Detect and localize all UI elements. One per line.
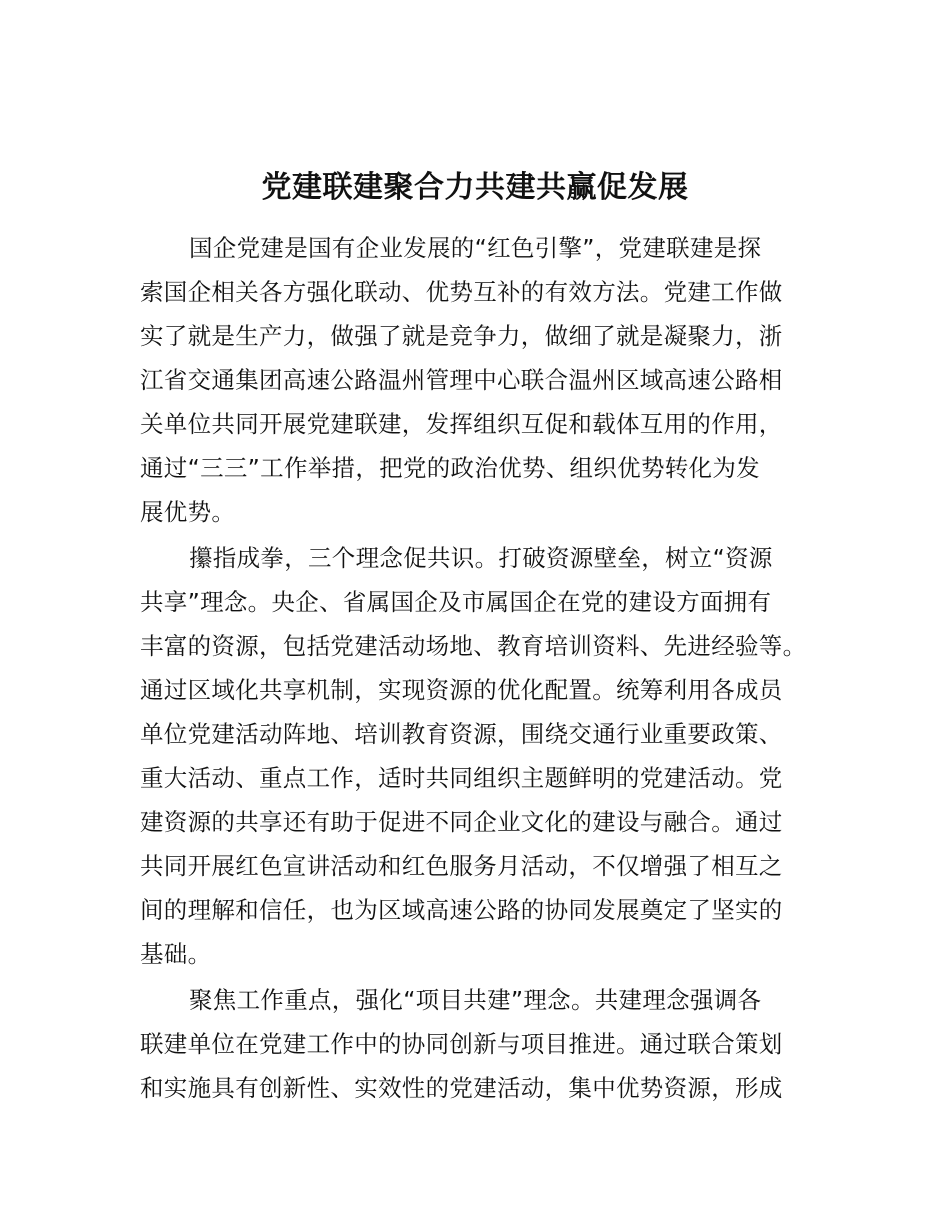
paragraph-line: 关单位共同开展党建联建，发挥组织互促和载体互用的作用，: [140, 410, 783, 438]
paragraph-line: 展优势。: [140, 498, 236, 526]
paragraph-line: 聚焦工作重点，强化“项目共建”理念。共建理念强调各: [189, 986, 762, 1014]
paragraph-line: 通过“三三”工作举措，把党的政治优势、组织优势转化为发: [140, 454, 760, 482]
paragraph-line: 建资源的共享还有助于促进不同企业文化的建设与融合。通过: [140, 808, 783, 836]
paragraph-line: 共同开展红色宣讲活动和红色服务月活动，不仅增强了相互之: [140, 852, 783, 880]
paragraph-line: 国企党建是国有企业发展的“红色引擎”，党建联建是探: [189, 234, 762, 262]
paragraph-line: 江省交通集团高速公路温州管理中心联合温州区域高速公路相: [140, 366, 783, 394]
paragraph-line: 共享”理念。央企、省属国企及市属国企在党的建设方面拥有: [140, 588, 772, 616]
paragraph-line: 联建单位在党建工作中的协同创新与项目推进。通过联合策划: [140, 1030, 783, 1058]
paragraph-line: 基础。: [140, 940, 212, 968]
paragraph-3: [140, 978, 820, 1110]
paragraph-line: 实了就是生产力，做强了就是竞争力，做细了就是凝聚力，浙: [140, 322, 783, 350]
paragraph-line: 和实施具有创新性、实效性的党建活动，集中优势资源，形成: [140, 1074, 783, 1102]
paragraph-line: 索国企相关各方强化联动、优势互补的有效方法。党建工作做: [140, 278, 783, 306]
paragraph-line: 单位党建活动阵地、培训教育资源，围绕交通行业重要政策、: [140, 720, 783, 748]
paragraph-line: 丰富的资源，包括党建活动场地、教育培训资料、先进经验等。: [140, 632, 807, 660]
paragraph-line: 间的理解和信任，也为区域高速公路的协同发展奠定了坚实的: [140, 896, 783, 924]
document-title: 党建联建聚合力共建共赢促发展: [261, 170, 689, 205]
paragraph-line: 重大活动、重点工作，适时共同组织主题鲜明的党建活动。党: [140, 764, 783, 792]
paragraph-line: 通过区域化共享机制，实现资源的优化配置。统筹利用各成员: [140, 676, 783, 704]
paragraph-1: [140, 226, 820, 534]
paragraph-line: 攥指成拳，三个理念促共识。打破资源壁垒，树立“资源: [189, 544, 773, 572]
paragraph-2: [140, 536, 820, 976]
